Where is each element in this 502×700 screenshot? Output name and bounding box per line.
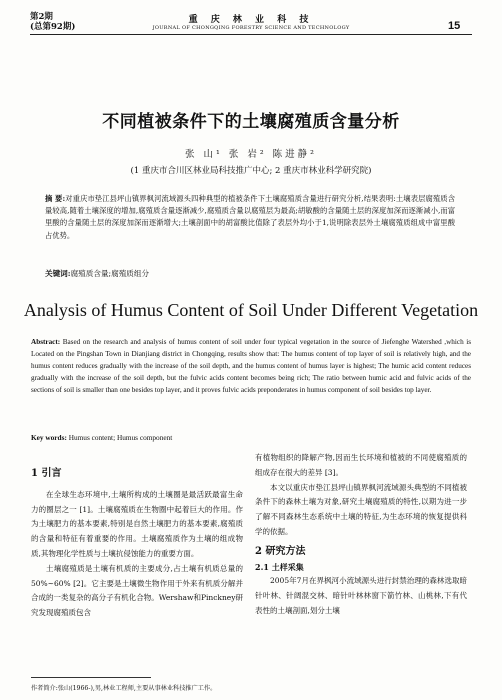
abstract-cn [45, 193, 455, 242]
authors: 张 山¹ 张 岩² 陈进静² [184, 149, 317, 160]
section-2-1-heading: 2.1 土样采集 [255, 561, 304, 572]
section-1-heading: 1 引言 [31, 468, 62, 479]
journal-title-en: JOURNAL OF CHONGQING FORESTRY SCIENCE AND TECHNOLOGY [152, 25, 350, 31]
paragraph: 2005年7月在界枫河小流域源头进行封禁治理的森林选取暗针叶林、针阔混交林、暗针叶林林窗下箭竹林、山桃林,下有代表性的土壤剖面,划分土壤 [255, 576, 467, 615]
article-title-cn: 不同植被条件下的土壤腐殖质含量分析 [102, 112, 400, 132]
section-2-heading: 2 研究方法 [255, 545, 306, 557]
body-left-column [31, 467, 243, 621]
page-number: 15 [448, 20, 461, 32]
abstract-en-text: Based on the research and analysis of humus content of soil under four typical vegetation in the source of Jiefenghe Watershed ,which is Located on the Pingshan Town in Dianjiang district in Chongqing, results show that: The humus content of top layer of soil is relatively high, and the humus content reduces gradually with the increase of the soil depth, and the humus content of humus layer is highest; The humic acid content reduces gradually with the increase of the soil depth, but the fulvic acids content becomes being rich; The ratio between humic acid and fulvic acids of the sections of soil is smaller than one besides top layer, and it proves fulvic acids preponderates in humus component of soil besides top layer. [31, 338, 472, 395]
journal-title-cn: 重 庆 林 业 科 技 [188, 15, 314, 25]
article-title-en: Analysis of Humus Content of Soil Under Different Vegetation [23, 300, 479, 320]
keywords-cn-label: 关键词: [45, 269, 71, 278]
keywords-cn-text: 腐殖质含量;腐殖质组分 [70, 269, 150, 278]
keywords-en [31, 433, 471, 442]
footnote-divider [31, 677, 151, 678]
paragraph: 本文以重庆市垫江县坪山镇界枫河流域源头典型的不同植被条件下的森林土壤为对象,研究土壤腐殖质的特性,以期为进一步了解不同森林生态系统中土壤的特征,为生态环境的恢复提供科学的依据。 [255, 482, 467, 536]
abstract-cn-label: 摘 要: [45, 194, 66, 203]
abstract-en [31, 336, 471, 396]
abstract-cn-text: 对重庆市垫江县坪山镇界枫河流域源头四种典型的植被条件下土壤腐殖质含量进行研究分析,结果表明:土壤表层腐殖质含量较高,随着土壤深度的增加,腐殖质含量逐渐减少,腐殖质含量以腐殖层为最高;胡敏酸的含量随土层的深度加深而逐渐减小,而富里酸的含量随土层的深度加深而逐渐增大;土壤剖面中的胡富酸比值除了表层外均小于1,说明除表层外土壤腐殖质组成中富里酸占优势。 [45, 194, 456, 240]
body-right-column [255, 451, 467, 619]
author-footnote: 作者简介:张山(1966-),男,林业工程师,主要从事林业科技推广工作。 [31, 685, 217, 692]
paragraph: 在全球生态环境中,土壤所构成的土壤圈是最活跃最富生命力的圈层之一 [1]。土壤腐殖质在生物圈中起着巨大的作用。作为土壤肥力的基本要素,特别是自然土壤肥力的基本要素,腐殖质的含量和特征有着重要的作用。土壤腐殖质作为土壤的组成物质,其物理化学性质与土壤抗侵蚀能力的重要方面。 [31, 489, 243, 558]
keywords-cn [45, 268, 455, 279]
issue-total: (总第92期) [30, 22, 76, 32]
keywords-en-label: Key words: [31, 433, 67, 442]
affiliation: (1 重庆市合川区林业局科技推广中心; 2 重庆市林业科学研究院) [130, 166, 372, 176]
keywords-en-text: Humus content; Humus component [68, 433, 173, 442]
header-divider [30, 34, 472, 35]
paragraph: 有植物组织的降解产物,因而生长环境和植被的不同使腐殖质的组成存在很大的差异 [3]。 [255, 453, 467, 477]
abstract-en-label: Abstract: [31, 338, 61, 346]
issue-number: 第2期 [30, 12, 53, 22]
paragraph: 土壤腐殖质是土壤有机质的主要成分,占土壤有机质总量的50%~60% [2]。它主要是土壤微生物作用于外来有机质分解并合成的一类复杂的高分子有机化合物。Wershaw和Pinckney研究发现腐殖质包含 [31, 563, 243, 618]
